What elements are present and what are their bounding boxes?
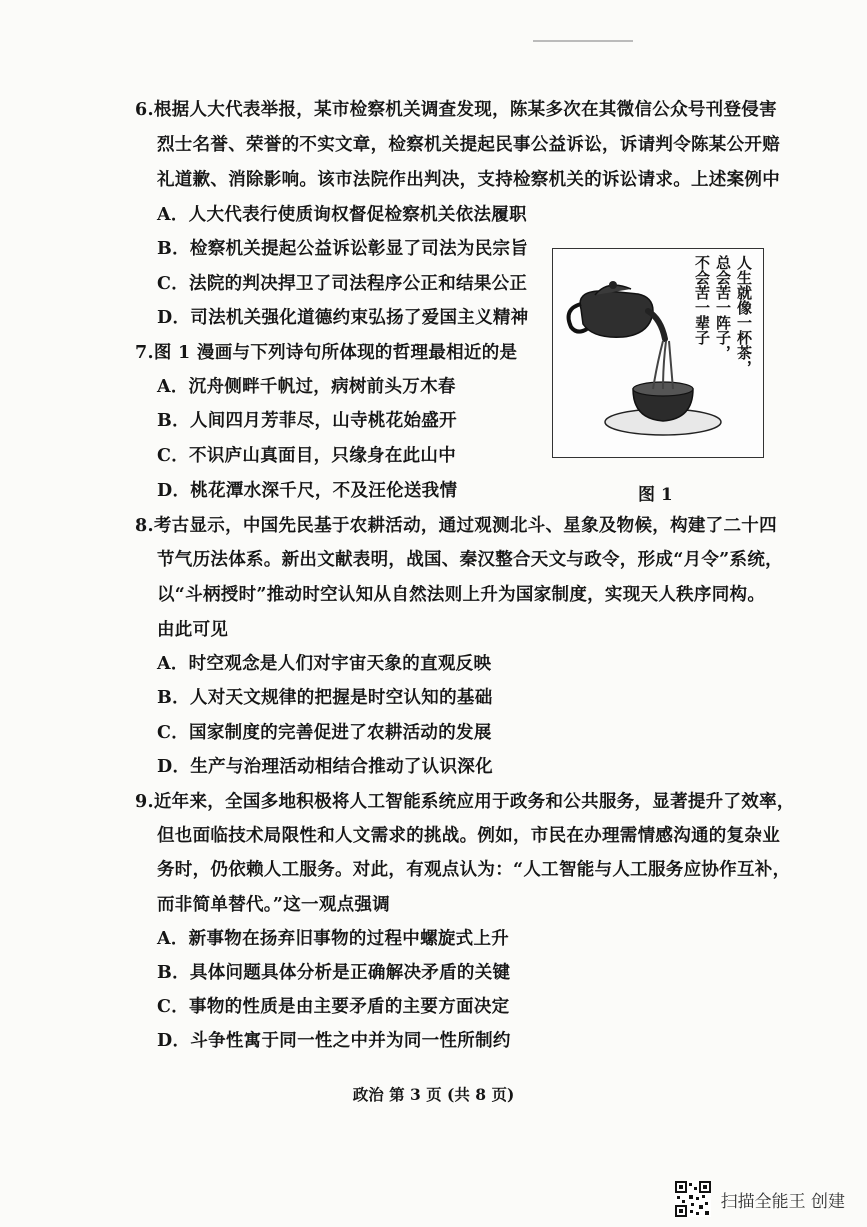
- figure-text-column-1: 人生就像一杯茶，: [735, 255, 753, 375]
- q7-option-a: A．沉舟侧畔千帆过，病树前头万木春: [157, 377, 456, 397]
- scan-artifact-line: [533, 40, 633, 42]
- scanner-watermark: [675, 1181, 845, 1217]
- q6-option-c: C．法院的判决捍卫了司法程序公正和结果公正: [157, 274, 528, 294]
- q8-stem-line-1: 8.考古显示，中国先民基于农耕活动，通过观测北斗、星象及物候，构建了二十四: [135, 516, 777, 536]
- q9-stem-line-1: 9.近年来，全国多地积极将人工智能系统应用于政务和公共服务，显著提升了效率，: [135, 792, 795, 812]
- q8-option-d: D．生产与治理活动相结合推动了认识深化: [157, 757, 493, 777]
- q6-option-a: A．人大代表行使质询权督促检察机关依法履职: [157, 205, 527, 225]
- q8-option-a: A．时空观念是人们对宇宙天象的直观反映: [157, 654, 492, 674]
- figure-1-caption-text: [693, 255, 753, 375]
- q8-option-b: B．人对天文规律的把握是时空认知的基础: [157, 688, 493, 708]
- q6-option-d: D．司法机关强化道德约束弘扬了爱国主义精神: [157, 308, 529, 328]
- q9-option-d: D．斗争性寓于同一性之中并为同一性所制约: [157, 1031, 511, 1051]
- figure-1-cartoon: [552, 248, 764, 458]
- q9-option-a: A．新事物在扬弃旧事物的过程中螺旋式上升: [157, 929, 510, 949]
- figure-text-column-3: 不会苦一辈子: [693, 255, 711, 345]
- q7-option-b: B．人间四月芳菲尽，山寺桃花始盛开: [157, 411, 457, 431]
- q8-stem-line-4: 由此可见: [157, 620, 229, 640]
- watermark-label: 扫描全能王 创建: [720, 1191, 845, 1212]
- q7-option-c: C．不识庐山真面目，只缘身在此山中: [157, 446, 457, 466]
- q6-option-b: B．检察机关提起公益诉讼彰显了司法为民宗旨: [157, 239, 529, 259]
- figure-text-column-2: 总会苦一阵子，: [714, 255, 732, 360]
- q6-stem-line-1: 6.根据人大代表举报，某市检察机关调查发现，陈某多次在其微信公众号刊登侵害: [135, 100, 777, 120]
- q8-stem-line-2: 节气历法体系。新出文献表明，战国、秦汉整合天文与政令，形成“月令”系统，: [157, 550, 783, 570]
- qr-code-icon: [675, 1181, 711, 1217]
- q9-stem-line-3: 务时，仍依赖人工服务。对此，有观点认为：“人工智能与人工服务应协作互补，: [157, 860, 791, 880]
- q6-stem-line-2: 烈士名誉、荣誉的不实文章，检察机关提起民事公益诉讼，诉请判令陈某公开赔: [157, 135, 780, 155]
- q9-option-b: B．具体问题具体分析是正确解决矛盾的关键: [157, 963, 511, 983]
- q7-option-d: D．桃花潭水深千尺，不及汪伦送我情: [157, 481, 458, 501]
- q9-stem-line-4: 而非简单替代。”这一观点强调: [157, 895, 391, 915]
- q9-stem-line-2: 但也面临技术局限性和人文需求的挑战。例如，市民在办理需情感沟通的复杂业: [157, 826, 780, 846]
- q8-stem-line-3: 以“斗柄授时”推动时空认知从自然法则上升为国家制度，实现天人秩序同构。: [157, 585, 766, 605]
- q7-stem: 7.图 1 漫画与下列诗句所体现的哲理最相近的是: [135, 343, 518, 363]
- q9-option-c: C．事物的性质是由主要矛盾的主要方面决定: [157, 997, 510, 1017]
- q8-option-c: C．国家制度的完善促进了农耕活动的发展: [157, 723, 492, 743]
- q6-stem-line-3: 礼道歉、消除影响。该市法院作出判决，支持检察机关的诉讼请求。上述案例中: [157, 170, 780, 190]
- figure-1-label: 图 1: [638, 485, 673, 505]
- page-footer: 政治 第 3 页 (共 8 页): [352, 1085, 515, 1104]
